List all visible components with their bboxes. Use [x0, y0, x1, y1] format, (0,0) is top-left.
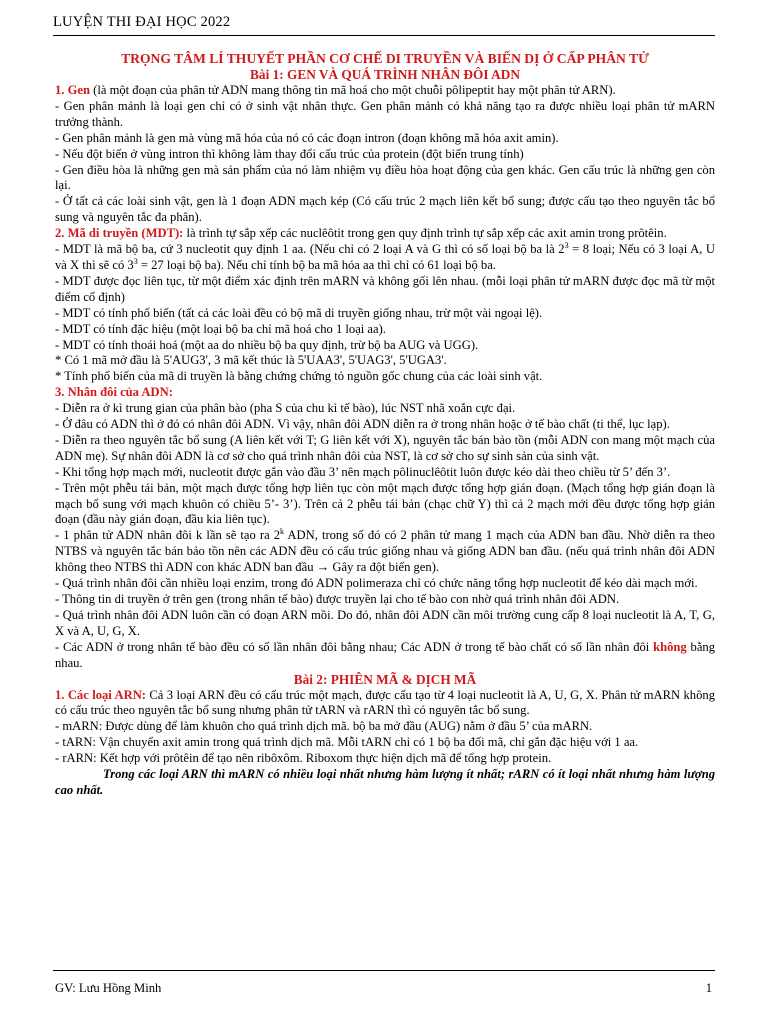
list-item: * Tính phổ biến của mã di truyền là bằng chứng chứng tỏ nguồn gốc chung của các loài sinh vật.: [55, 369, 543, 384]
list-item: - Trên một phễu tái bản, một mạch được tổng hợp liên tục còn một mạch được tổng hợp gián đoạn. (Mạch tổng hợp gián đoạn là mạch bổ sung với mạch khuôn có chiều 5’- 3’). Trên cả 2 phễu tái bản (chạc chữ Y) thì cả 2 mạch mới đều được tổng hợp gián đoạn (đầu này gián đoạn, đầu kia liên tục).: [55, 480, 715, 527]
list-item: - MDT là mã bộ ba, cứ 3 nucleotit quy định 1 aa. (Nếu chỉ có 2 loại A và G thì có số loại bộ ba là $2^3 = 8$ loại; Nếu có 3 loại A, U và X thì sẽ có $3^3 = 27$ loại bộ ba). Nếu chỉ tính bộ ba mã hóa aa thì chỉ có 61 loại bộ ba.: [55, 240, 715, 272]
list-item: - MDT có tính đặc hiệu (một loại bộ ba chỉ mã hoá cho 1 loại aa).: [55, 321, 386, 336]
teacher-name: GV: Lưu Hồng Minh: [55, 981, 162, 995]
lesson-1-heading: Bài 1: GEN VÀ QUÁ TRÌNH NHÂN ĐÔI ADN: [250, 67, 520, 82]
list-item: - Gen điều hòa là những gen mà sản phẩm của nó làm nhiệm vụ điều hòa hoạt động của gen khác. Gen cấu trúc là những gen còn lại.: [55, 162, 715, 193]
list-item: - Các ADN ở trong nhân tế bào đều có số lần nhân đôi bằng nhau; Các ADN ở trong tế bào chất có số lần nhân đôi không bằng nhau.: [55, 639, 715, 670]
list-item: - Ở đâu có ADN thì ở đó có nhân đôi ADN. Vì vậy, nhân đôi ADN diễn ra ở trong nhân hoặc ở tế bào chất (ti thể, lục lạp).: [55, 417, 670, 432]
footer-rule: [53, 970, 715, 971]
list-item: - MDT có tính thoái hoá (một aa do nhiều bộ ba quy định, trừ bộ ba AUG và UGG).: [55, 337, 479, 352]
list-item: - Diễn ra ở kì trung gian của phân bào (pha S của chu kì tế bào), lúc NST nhã xoắn cực đại.: [55, 401, 516, 416]
page-number: 1: [705, 981, 712, 995]
list-item: - rARN: Kết hợp với prôtêin để tạo nên ribôxôm. Riboxom thực hiện dịch mã để tổng hợp protein.: [55, 751, 552, 766]
gen-intro: 1. Gen (là một đoạn của phân tử ADN mang thông tin mã hoá cho một chuỗi pôlipeptit hay một phân tử ARN).: [55, 83, 616, 97]
emphasis-khong: không: [653, 639, 687, 654]
header-rule: [53, 35, 715, 36]
section-heading-nhan-doi: 3. Nhân đôi của ADN:: [55, 385, 173, 400]
list-item: - Gen phân mảnh là loại gen chỉ có ở sinh vật nhân thực. Gen phân mảnh có khả năng tạo ra được nhiều loại phân tử mARN trưởng thành.: [55, 98, 715, 129]
section-heading-mdt: 2. Mã di truyền (MDT):: [55, 226, 184, 241]
list-item: - Diễn ra theo nguyên tắc bổ sung (A liên kết với T; G liên kết với X), nguyên tắc bán bảo tồn (mỗi ADN con mang một mạch của ADN mẹ). Sự nhân đôi ADN là cơ sở cho quá trình nhân đôi của NST, là cơ sở cho sự sinh sản của sinh vật.: [55, 432, 715, 463]
summary-note: Trong các loại ARN thì mARN có nhiều loại nhất nhưng hàm lượng ít nhất; rARN có ít loại nhất nhưng hàm lượng cao nhất.: [55, 767, 715, 797]
section-heading-gen: 1. Gen: [55, 83, 90, 97]
list-item: - Quá trình nhân đôi cần nhiều loại enzim, trong đó ADN polimeraza chỉ có chức năng tổng hợp nucleotit để kéo dài mạch mới.: [55, 576, 698, 591]
list-item: - 1 phân tử ADN nhân đôi k lần sẽ tạo ra 2$^k$ ADN, trong số đó có 2 phân tử mang 1 mạch của ADN ban đầu. Nhờ diễn ra theo NTBS và nguyên tắc bán bảo tồn nên các ADN đều có cấu trúc giống nhau và giống ADN ban đầu. (nếu quá trình nhân đôi ADN không theo NTBS thì ADN con khác ADN ban đầu → Gây ra đột biến gen).: [55, 527, 715, 575]
list-item: - Gen phân mảnh là gen mà vùng mã hóa của nó có các đoạn intron (đoạn không mã hóa axit amin).: [55, 130, 559, 145]
lesson-2-heading: Bài 2: PHIÊN MÃ & DỊCH MÃ: [293, 671, 477, 687]
list-item: - Khi tổng hợp mạch mới, nucleotit được gắn vào đầu 3’ nên mạch pôlinuclêôtit luôn được kéo dài theo chiều từ 5’ đến 3’.: [55, 464, 671, 479]
list-item: - Ở tất cả các loài sinh vật, gen là 1 đoạn ADN mạch kép (Có cấu trúc 2 mạch liên kết bổ sung; được cấu tạo theo nguyên tắc bổ sung và nguyên tắc đa phân).: [55, 194, 715, 225]
document-body: [55, 51, 715, 799]
page-header: LUYỆN THI ĐẠI HỌC 2022: [53, 14, 231, 30]
section-heading-arn: 1. Các loại ARN:: [55, 687, 146, 702]
list-item: - tARN: Vận chuyển axit amin trong quá trình dịch mã. Mỗi tARN chỉ có 1 bộ ba đối mã, chỉ gắn đặc hiệu với 1 aa.: [55, 735, 639, 750]
list-item: - Nếu đột biến ở vùng intron thì không làm thay đổi cấu trúc của protein (đột biến trung tính): [55, 146, 524, 161]
arn-intro: 1. Các loại ARN: Cả 3 loại ARN đều có cấu trúc một mạch, được cấu tạo từ 4 loại nucleotit là A, U, G, X. Phân tử mARN không có cấu trúc theo nguyên tắc bổ sung nhưng phân tử tARN và rARN thì có nguyên tắc bổ sung.: [55, 687, 715, 718]
mdt-intro: 2. Mã di truyền (MDT): là trình tự sắp xếp các nuclêôtit trong gen quy định trình tự sắp xếp các axit amin trong prôtêin.: [55, 226, 667, 241]
list-item: - Quá trình nhân đôi ADN luôn cần có đoạn ARN mồi. Do đó, nhân đôi ADN cần môi trường cung cấp 8 loại nucleotit là A, T, G, X và A, U, G, X.: [55, 607, 715, 638]
list-item: - mARN: Được dùng để làm khuôn cho quá trình dịch mã. bộ ba mở đầu (AUG) nằm ở đầu 5’ của mARN.: [55, 719, 593, 734]
list-item: - Thông tin di truyền ở trên gen (trong nhân tế bào) được truyền lại cho tế bào con nhờ quá trình nhân đôi ADN.: [55, 592, 620, 606]
list-item: - MDT có tính phổ biến (tất cả các loài đều có bộ mã di truyền giống nhau, trừ một vài ngoại lệ).: [55, 305, 543, 320]
list-item: - MDT được đọc liên tục, từ một điểm xác định trên mARN và không gối lên nhau. (mỗi loại phân tử mARN được đọc mã từ một điểm cố định): [55, 273, 715, 304]
list-item: * Có 1 mã mở đầu là 5'AUG3', 3 mã kết thúc là 5'UAA3', 5'UAG3', 5'UGA3'.: [55, 353, 447, 368]
document-title: TRỌNG TÂM LÍ THUYẾT PHẦN CƠ CHẾ DI TRUYỀN VÀ BIẾN DỊ Ở CẤP PHÂN TỬ: [121, 51, 649, 66]
